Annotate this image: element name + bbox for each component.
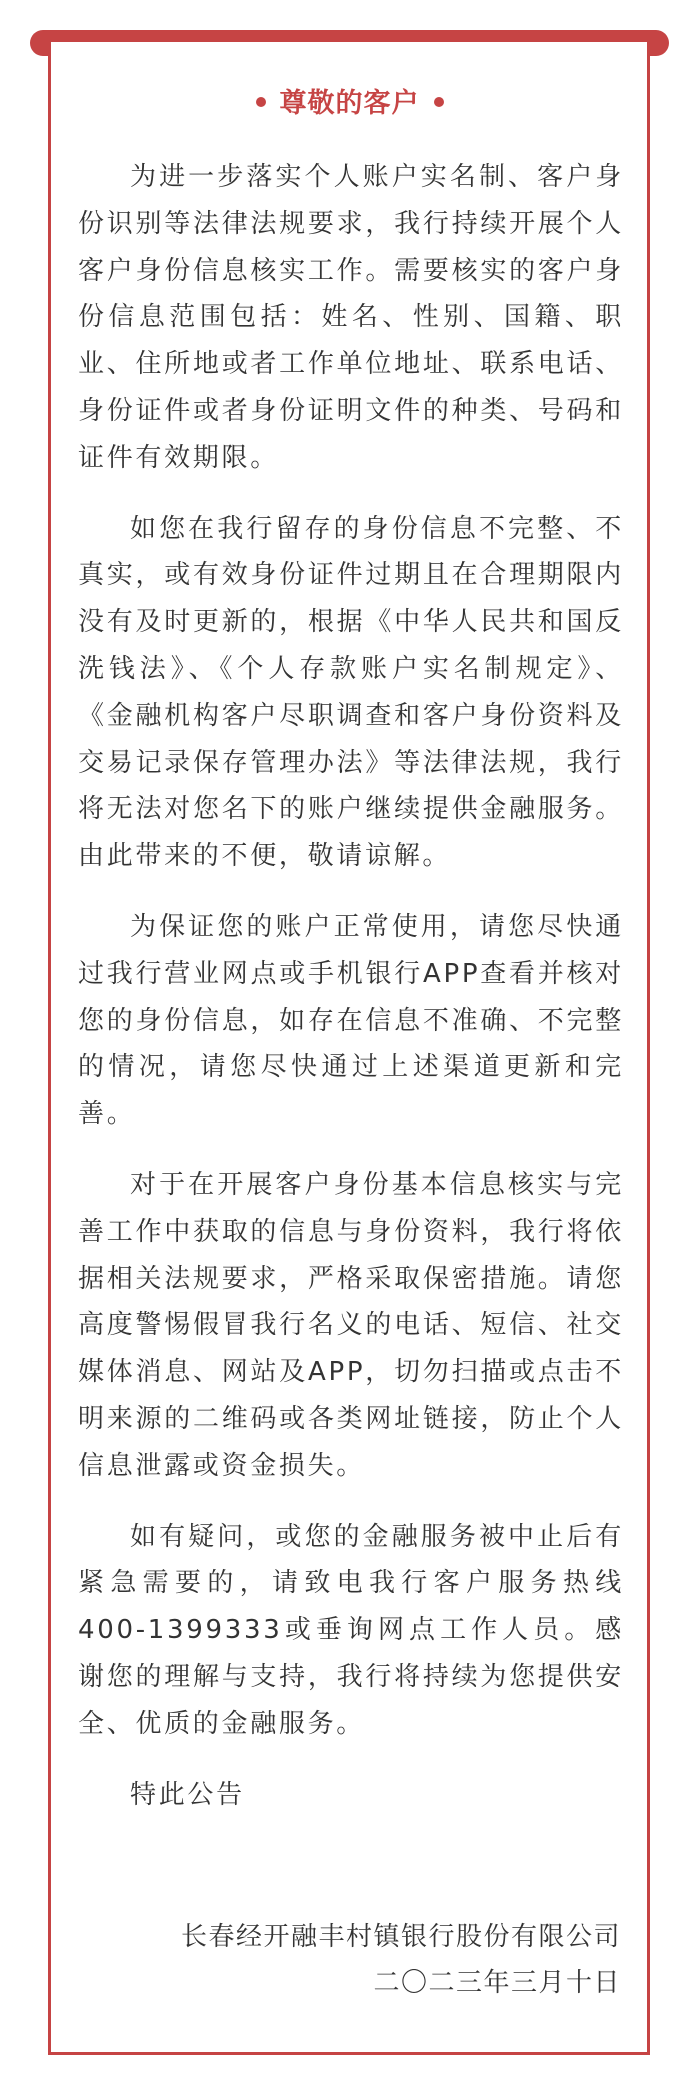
paragraph-contact-info: 如有疑问，或您的金融服务被中止后有紧急需要的，请致电我行客户服务热线400-1399333或垂询网点工作人员。感谢您的理解与支持，我行将持续为您提供安全、优质的金融服务。	[78, 1521, 624, 1739]
notice-body	[78, 154, 624, 1842]
bullet-dot-icon	[434, 97, 444, 107]
notice-title: 尊敬的客户	[279, 88, 420, 119]
paragraph-legal-basis: 如您在我行留存的身份信息不完整、不真实，或有效身份证件过期且在合理期限内没有及时更新的，根据《中华人民共和国反洗钱法》、《个人存款账户实名制规定》、《金融机构客户尽职调查和客户身份资料及交易记录保存管理办法》等法律法规，我行将无法对您名下的账户继续提供金融服务。由此带来的不便，敬请谅解。	[78, 513, 624, 872]
paragraph-verification-scope: 为进一步落实个人账户实名制、客户身份识别等法律法规要求，我行持续开展个人客户身份信息核实工作。需要核实的客户身份信息范围包括：姓名、性别、国籍、职业、住所地或者工作单位地址、联系电话、身份证件或者身份证明文件的种类、号码和证件有效期限。	[78, 162, 624, 473]
signature-block	[75, 1914, 621, 2006]
signature-date: 二〇二三年三月十日	[373, 1968, 621, 1998]
paragraph-update-request: 为保证您的账户正常使用，请您尽快通过我行营业网点或手机银行APP查看并核对您的身份信息，如存在信息不准确、不完整的情况，请您尽快通过上述渠道更新和完善。	[78, 911, 624, 1130]
notice-heading	[0, 84, 699, 124]
signature-organization: 长春经开融丰村镇银行股份有限公司	[180, 1922, 621, 1952]
bullet-dot-icon	[256, 97, 266, 107]
paragraph-privacy-warning: 对于在开展客户身份基本信息核实与完善工作中获取的信息与身份资料，我行将依据相关法规要求，严格采取保密措施。请您高度警惕假冒我行名义的电话、短信、社交媒体消息、网站及APP，切勿扫描或点击不明来源的二维码或各类网址链接，防止个人信息泄露或资金损失。	[78, 1169, 624, 1481]
closing-statement: 特此公告	[130, 1779, 245, 1810]
